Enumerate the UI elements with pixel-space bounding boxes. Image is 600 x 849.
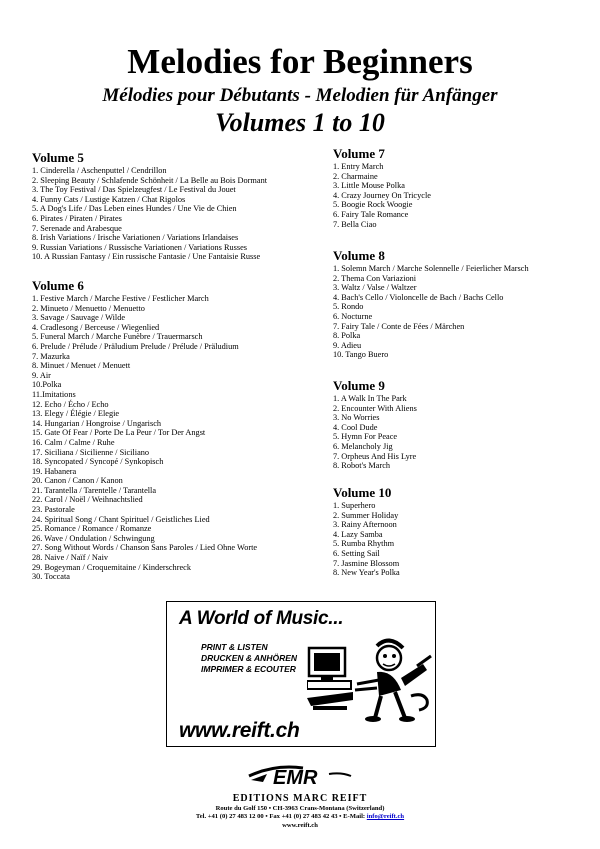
list-item: 2. Charmaine [333, 171, 378, 181]
list-item: 5. Rumba Rhythm [333, 539, 395, 549]
publisher-footer [0, 762, 600, 830]
list-item: 4. Funny Cats / Lustige Katzen / Chat Rigolos [32, 194, 186, 204]
contact-text: Tel. +41 (0) 27 483 12 00 • Fax +41 (0) 27 483 42 43 • E-Mail: [195, 813, 367, 821]
list-item: 10. Tango Buero [333, 350, 389, 360]
list-item: 4. Crazy Journey On Tricycle [333, 190, 431, 200]
list-item: 18. Syncopated / Syncopé / Synkopisch [32, 457, 164, 467]
list-item: 7. Jasmine Blossom [333, 558, 400, 568]
list-item: 10.Polka [32, 380, 62, 390]
list-item: 29. Bogeyman / Croquemitaine / Kinderschreck [32, 562, 191, 572]
emr-logo-icon [245, 762, 355, 788]
list-item: 4. Lazy Samba [333, 529, 383, 539]
volume-6-section [32, 278, 257, 582]
volume-10-section [333, 485, 400, 578]
list-item: 2. Summer Holiday [333, 510, 399, 520]
list-item: 28. Naive / Naïf / Naiv [32, 553, 109, 563]
list-item: 6. Prelude / Prélude / Präludium Prelude / Prélude / Präludium [32, 341, 239, 351]
list-item: 7. Orpheus And His Lyre [333, 451, 417, 461]
list-item: 15. Gate Of Fear / Porte De La Peur / Tor Der Angst [32, 428, 206, 438]
page-title: Melodies for Beginners [127, 42, 473, 81]
list-item: 8. Polka [333, 331, 361, 341]
list-item: 3. The Toy Festival / Das Spielzeugfest / Le Festival du Jouet [32, 185, 236, 195]
list-item: 3. No Worries [333, 413, 380, 423]
ad-headline: A World of Music... [179, 608, 344, 629]
list-item: 9. Air [32, 370, 51, 380]
list-item: 6. Fairy Tale Romance [333, 209, 409, 219]
list-item: 1. Entry March [333, 162, 384, 171]
list-item: 1. Cinderella / Aschenputtel / Cendrillon [32, 166, 167, 175]
track-list [32, 294, 257, 582]
track-list [32, 166, 267, 262]
list-item: 5. Rondo [333, 302, 364, 312]
list-item: 3. Rainy Afternoon [333, 520, 397, 530]
list-item: 3. Waltz / Valse / Waltzer [333, 283, 417, 293]
list-item: 4. Cradlesong / Berceuse / Wiegenlied [32, 322, 160, 332]
advertisement-box[interactable] [166, 601, 436, 747]
computer-musician-illustration [307, 630, 433, 722]
list-item: 10. A Russian Fantasy / Ein russische Fantasie / Une Fantaisie Russe [32, 252, 261, 262]
list-item: 21. Tarantella / Tarentelle / Tarantella [32, 485, 157, 495]
list-item: 24. Spiritual Song / Chant Spirituel / Geistliches Lied [32, 514, 210, 524]
list-item: 5. Hymn For Peace [333, 432, 398, 442]
list-item: 7. Bella Ciao [333, 219, 377, 229]
list-item: 16. Calm / Calme / Ruhe [32, 437, 115, 447]
publisher-contact [0, 813, 600, 821]
page-subtitle: Mélodies pour Débutants - Melodien für Anfänger [102, 85, 498, 106]
list-item: 1. A Walk In The Park [333, 394, 407, 403]
list-item: 2. Sleeping Beauty / Schlafende Schönheit / La Belle au Bois Dormant [32, 175, 268, 185]
list-item: 5. Funeral March / Marche Funèbre / Trauermarsch [32, 332, 203, 342]
volume-heading: Volume 5 [32, 150, 84, 165]
list-item: 1. Superhero [333, 501, 376, 510]
list-item: 20. Canon / Canon / Kanon [32, 476, 123, 486]
volume-8-section [333, 248, 529, 360]
list-item: 3. Savage / Sauvage / Wilde [32, 313, 126, 323]
list-item: 2. Thema Con Variazioni [333, 273, 417, 283]
list-item: 27. Song Without Words / Chanson Sans Paroles / Lied Ohne Worte [32, 543, 258, 553]
list-item: 7. Fairy Tale / Conte de Fées / Märchen [333, 321, 465, 331]
list-item: 6. Setting Sail [333, 548, 380, 558]
volume-heading: Volume 9 [333, 378, 385, 393]
list-item: 5. Boogie Rock Woogie [333, 200, 413, 210]
volume-heading: Volume 6 [32, 278, 84, 293]
list-item: 8. New Year's Polka [333, 568, 400, 578]
list-item: 26. Wave / Ondulation / Schwingung [32, 533, 155, 543]
list-item: 7. Serenade and Arabesque [32, 223, 122, 233]
list-item: 5. A Dog's Life / Das Leben eines Hundes / Une Vie de Chien [32, 204, 237, 214]
list-item: 8. Minuet / Menuet / Menuett [32, 361, 131, 371]
list-item: 11.Imitations [32, 389, 76, 399]
ad-line-imprimer: IMPRIMER & ECOUTER [201, 664, 296, 674]
list-item: 2. Encounter With Aliens [333, 403, 417, 413]
list-item: 3. Little Mouse Polka [333, 181, 405, 191]
volumes-range: Volumes 1 to 10 [215, 108, 385, 137]
ad-line-print: PRINT & LISTEN [201, 642, 268, 652]
volume-heading: Volume 8 [333, 248, 385, 263]
ad-line-drucken: DRUCKEN & ANHÖREN [201, 653, 298, 663]
emr-logo [0, 762, 600, 793]
list-item: 9. Russian Variations / Russische Variationen / Variations Russes [32, 242, 248, 252]
publisher-name: EDITIONS MARC REIFT [232, 793, 368, 804]
list-item: 6. Melancholy Jig [333, 441, 393, 451]
emr-logo-text: EMR [273, 767, 318, 788]
list-item: 22. Carol / Noël / Weihnachtslied [32, 495, 143, 505]
list-item: 8. Robot's March [333, 461, 391, 471]
volume-9-section [333, 378, 417, 471]
list-item: 6. Pirates / Piraten / Pirates [32, 213, 122, 223]
list-item: 8. Irish Variations / Irische Variationen / Variations Irlandaises [32, 233, 239, 243]
ad-taglines [201, 642, 297, 675]
list-item: 13. Elegy / Élégie / Elegie [32, 409, 120, 419]
list-item: 6. Nocturne [333, 311, 373, 321]
list-item: 4. Bach's Cello / Violoncelle de Bach / Bachs Cello [333, 292, 504, 302]
list-item: 30. Toccata [32, 572, 70, 582]
list-item: 9. Adieu [333, 340, 362, 350]
email-link[interactable]: info@reift.ch [366, 813, 405, 821]
list-item: 25. Romance / Romance / Romanze [32, 524, 152, 534]
list-item: 4. Cool Dude [333, 422, 378, 432]
list-item: 12. Echo / Écho / Echo [32, 399, 109, 409]
list-item: 7. Mazurka [32, 351, 70, 361]
list-item: 14. Hungarian / Hongroise / Ungarisch [32, 418, 162, 428]
volume-heading: Volume 10 [333, 485, 392, 500]
ad-website[interactable]: www.reift.ch [179, 719, 300, 742]
track-list [333, 264, 529, 360]
list-item: 1. Festive March / Marche Festive / Festlicher March [32, 294, 209, 303]
volume-heading: Volume 7 [333, 146, 385, 161]
track-list [333, 501, 400, 578]
list-item: 19. Habanera [32, 466, 77, 476]
list-item: 17. Siciliana / Sicilienne / Siciliano [32, 447, 150, 457]
publisher-website[interactable]: www.reift.ch [282, 821, 318, 829]
volume-7-section [333, 146, 431, 229]
publisher-address: Route du Golf 150 • CH-3963 Crans-Montana (Switzerland) [215, 805, 385, 812]
track-list [333, 162, 431, 229]
list-item: 1. Solemn March / Marche Solennelle / Feierlicher Marsch [333, 264, 529, 273]
list-item: 2. Minueto / Menuetto / Menuetto [32, 303, 145, 313]
track-list [333, 394, 417, 471]
volume-5-section [32, 150, 267, 262]
list-item: 23. Pastorale [32, 505, 75, 515]
